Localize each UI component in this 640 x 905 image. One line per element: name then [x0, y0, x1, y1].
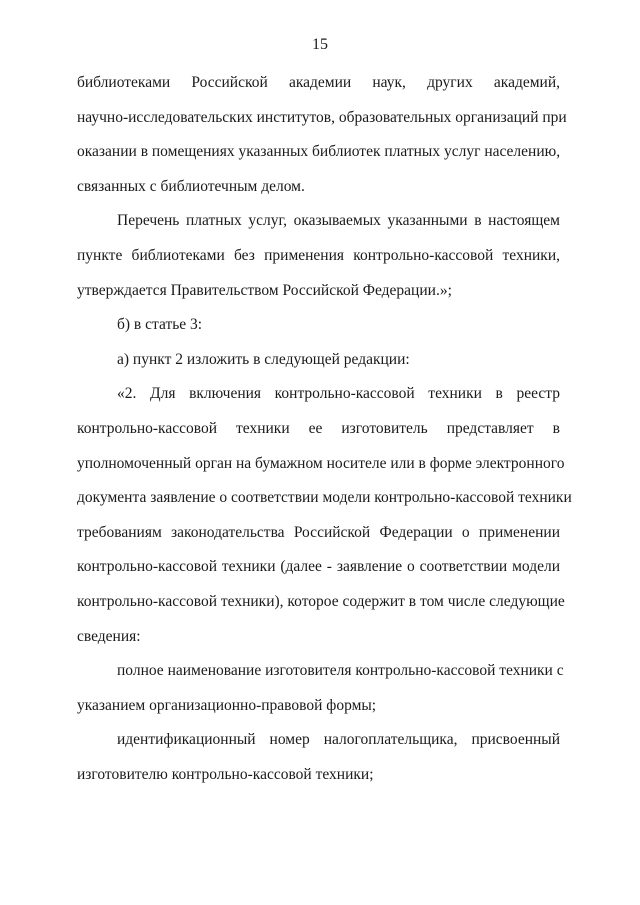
text-line: контрольно-кассовой техники ее изготовитель представляет в [77, 419, 560, 437]
text-line: контрольно-кассовой техники), которое содержит в том числе следующие [77, 592, 565, 610]
text-line: библиотеками Российской академии наук, других академий, [77, 74, 560, 91]
text-line: документа заявление о соответствии модели контрольно-кассовой техники [77, 489, 572, 507]
text-line: сведения: [77, 627, 141, 645]
text-line: идентификационный номер налогоплательщика, присвоенный [117, 731, 560, 749]
text-line: полное наименование изготовителя контрольно-кассовой техники с [117, 662, 564, 680]
text-line: научно-исследовательских институтов, образовательных организаций при [77, 108, 567, 126]
text-line: б) в статье 3: [117, 316, 203, 334]
text-line: утверждается Правительством Российской Федерации.»; [77, 281, 452, 299]
text-line: изготовителю контрольно-кассовой техники; [77, 765, 374, 783]
text-line: указанием организационно-правовой формы; [77, 696, 377, 714]
text-line: уполномоченный орган на бумажном носителе или в форме электронного [77, 454, 565, 472]
text-line: «2. Для включения контрольно-кассовой техники в реестр [117, 385, 560, 403]
text-line: оказании в помещениях указанных библиотек платных услуг населению, [77, 143, 561, 161]
text-line: а) пункт 2 изложить в следующей редакции: [117, 350, 410, 368]
page-number: 15 [312, 36, 328, 53]
text-line: требованиям законодательства Российской Федерации о применении [77, 523, 560, 541]
document-body [77, 66, 572, 792]
text-line: контрольно-кассовой техники (далее - заявление о соответствии модели [77, 558, 560, 576]
text-line: пункте библиотеками без применения контрольно-кассовой техники, [77, 246, 560, 264]
text-line: связанных с библиотечным делом. [77, 177, 305, 195]
text-line: Перечень платных услуг, оказываемых указанными в настоящем [117, 212, 560, 230]
